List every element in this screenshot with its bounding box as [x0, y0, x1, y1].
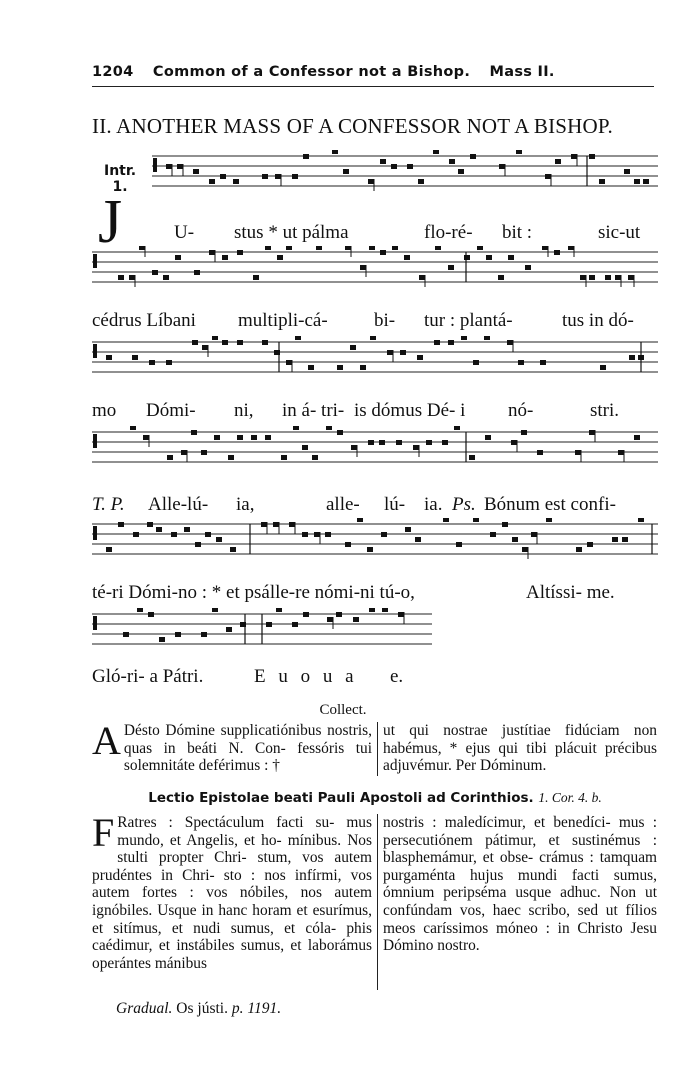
- neume-note: [370, 336, 376, 340]
- neume-note: [618, 450, 624, 455]
- neume-note: [175, 255, 181, 260]
- neume-note: [484, 336, 490, 340]
- neume-note: [490, 532, 496, 537]
- neume-note: [387, 350, 393, 355]
- neume-note: [156, 527, 162, 532]
- neume-note: [486, 255, 492, 260]
- neume-note: [345, 542, 351, 547]
- staff-svg-6: [92, 608, 432, 668]
- neume-note: [448, 265, 454, 270]
- neume-note: [369, 608, 375, 612]
- neume-note: [228, 455, 234, 460]
- lyric-2-3: bi-: [374, 310, 396, 331]
- neume-note: [265, 435, 271, 440]
- neume-note: [292, 622, 298, 627]
- neume-note: [261, 522, 267, 527]
- neume-note: [266, 622, 272, 627]
- neume-note: [336, 612, 342, 617]
- neume-note: [502, 522, 508, 527]
- collect-left-text: Désto Dómine supplicatiónibus nostris, quas in beáti N. Con- fessóris tui solemnitáte deférimus : †: [123, 722, 372, 775]
- neume-note: [147, 522, 153, 527]
- neume-note: [448, 340, 454, 345]
- neume-note: [171, 532, 177, 537]
- lyric-1-2: stus * ut pálma: [234, 222, 349, 243]
- neume-note: [286, 360, 292, 365]
- lyric-3-7: stri.: [590, 400, 620, 421]
- neume-note: [302, 445, 308, 450]
- neume-note: [576, 547, 582, 552]
- neume-note: [222, 340, 228, 345]
- clef-mark: [153, 158, 157, 172]
- neume-note: [163, 275, 169, 280]
- gradual-reference: [116, 1000, 281, 1018]
- clef-mark: [93, 344, 97, 358]
- lyric-5-1: té-ri Dómi-no : * et psálle-re nómi-ni tú-o,: [92, 582, 415, 603]
- neume-note: [537, 450, 543, 455]
- neume-note: [522, 547, 528, 552]
- neume-note: [542, 246, 548, 250]
- neume-note: [303, 154, 309, 159]
- neume-note: [175, 632, 181, 637]
- neume-note: [554, 250, 560, 255]
- neume-note: [485, 435, 491, 440]
- neume-note: [392, 246, 398, 250]
- neume-note: [281, 455, 287, 460]
- neume-note: [253, 275, 259, 280]
- neume-note: [555, 159, 561, 164]
- neume-note: [589, 154, 595, 159]
- neume-note: [622, 537, 628, 542]
- lyric-3-5: is dómus Dé- i: [354, 400, 466, 421]
- gradual-label: Gradual.: [116, 1000, 173, 1017]
- neume-note: [312, 455, 318, 460]
- neume-note: [277, 255, 283, 260]
- neume-note: [262, 174, 268, 179]
- neume-note: [201, 632, 207, 637]
- lectio-heading-text: Lectio Epistolae beati Pauli Apostoli ad Corinthios.: [148, 790, 534, 806]
- staff-svg-5: [92, 518, 658, 578]
- neume-note: [369, 246, 375, 250]
- neume-note: [337, 365, 343, 370]
- neume-note: [289, 522, 295, 527]
- neume-note: [516, 150, 522, 154]
- lyric-4-8: Bónum est confi-: [484, 494, 616, 515]
- page-number: 1204: [92, 64, 134, 80]
- neume-note: [508, 255, 514, 260]
- neume-note: [400, 350, 406, 355]
- neume-note: [643, 179, 649, 184]
- neume-note: [220, 174, 226, 179]
- neume-note: [605, 275, 611, 280]
- running-header: [92, 64, 654, 80]
- neume-note: [262, 340, 268, 345]
- neume-note: [237, 250, 243, 255]
- neume-note: [314, 532, 320, 537]
- lyric-4-5: lú-: [384, 494, 406, 515]
- lyric-1-4: bit :: [502, 222, 533, 243]
- neume-note: [202, 345, 208, 350]
- lyric-4-4: alle-: [326, 494, 360, 515]
- lyric-6-3: e.: [390, 666, 404, 687]
- lectio-initial: F: [92, 810, 115, 855]
- neume-note: [413, 445, 419, 450]
- lyric-3-1: mo: [92, 400, 117, 421]
- neume-note: [419, 275, 425, 280]
- staff-svg-4: [92, 426, 658, 486]
- neume-note: [343, 169, 349, 174]
- introit-number: 1.: [112, 179, 128, 195]
- neume-note: [456, 542, 462, 547]
- header-rule: [92, 86, 654, 87]
- lectio-left-text: Ratres : Spectáculum facti su- mus mundo, et Angelis, et ho- mínibus. Nos stulti propter Chri- stum, vos autem prudéntes in Chri- sto : nos infírmi, vos autem fortes : vos nóbiles, nos autem ignóbiles. Usque in hanc horam et esurímus, et sitímus, et nudi sumus, et cóla- phis caédimur, et instábiles sumus, et laborámus operántes mánibus: [92, 814, 372, 972]
- clef-mark: [93, 526, 97, 540]
- neume-note: [531, 532, 537, 537]
- neume-note: [612, 537, 618, 542]
- neume-note: [132, 355, 138, 360]
- lyric-4-1: T. P.: [92, 494, 125, 515]
- neume-note: [226, 627, 232, 632]
- neume-note: [568, 246, 574, 250]
- neume-note: [367, 547, 373, 552]
- running-title: Common of a Confessor not a Bishop.: [152, 64, 471, 80]
- neume-note: [316, 246, 322, 250]
- neume-note: [404, 255, 410, 260]
- neume-note: [458, 169, 464, 174]
- introit-label-text: Intr.: [104, 163, 137, 179]
- neume-note: [629, 355, 635, 360]
- lyric-4-6: ia.: [424, 494, 443, 515]
- neume-note: [106, 547, 112, 552]
- neume-note: [192, 340, 198, 345]
- neume-note: [587, 542, 593, 547]
- neume-note: [237, 340, 243, 345]
- neume-note: [230, 547, 236, 552]
- lyric-1-1: U-: [174, 222, 195, 243]
- neume-note: [133, 532, 139, 537]
- neume-note: [469, 455, 475, 460]
- neume-note: [634, 435, 640, 440]
- neume-note: [580, 275, 586, 280]
- neume-note: [498, 275, 504, 280]
- neume-note: [222, 255, 228, 260]
- chant-staff-2: [92, 246, 658, 290]
- neume-note: [381, 532, 387, 537]
- neume-note: [351, 445, 357, 450]
- neume-note: [473, 360, 479, 365]
- neume-note: [118, 275, 124, 280]
- neume-note: [600, 365, 606, 370]
- neume-note: [575, 450, 581, 455]
- lectio-column-divider: [377, 814, 378, 990]
- neume-note: [382, 608, 388, 612]
- lyric-3-2: Dómi-: [146, 400, 196, 421]
- neume-note: [286, 246, 292, 250]
- neume-note: [106, 355, 112, 360]
- lyric-2-2: multipli-cá-: [238, 310, 328, 331]
- neume-note: [638, 518, 644, 522]
- neume-note: [525, 265, 531, 270]
- neume-note: [426, 440, 432, 445]
- neume-note: [167, 455, 173, 460]
- staff-svg-2: [92, 246, 658, 306]
- neume-note: [443, 518, 449, 522]
- neume-note: [368, 440, 374, 445]
- neume-note: [302, 532, 308, 537]
- lectio-heading: [92, 790, 658, 806]
- neume-note: [521, 430, 527, 435]
- lyric-3-6: nó-: [508, 400, 534, 421]
- gradual-page-ref: p. 1191.: [231, 1000, 282, 1017]
- neume-note: [237, 435, 243, 440]
- neume-note: [143, 435, 149, 440]
- neume-note: [181, 450, 187, 455]
- neume-note: [357, 518, 363, 522]
- neume-note: [380, 250, 386, 255]
- neume-note: [123, 632, 129, 637]
- neume-note: [273, 522, 279, 527]
- lectio-reference: 1. Cor. 4. b.: [538, 790, 602, 805]
- neume-note: [507, 340, 513, 345]
- neume-note: [214, 435, 220, 440]
- neume-note: [166, 164, 172, 169]
- neume-note: [512, 537, 518, 542]
- neume-note: [195, 542, 201, 547]
- neume-note: [251, 435, 257, 440]
- neume-note: [191, 430, 197, 435]
- chant-staff-1: [152, 150, 658, 194]
- neume-note: [405, 527, 411, 532]
- neume-note: [368, 179, 374, 184]
- neume-note: [398, 612, 404, 617]
- neume-note: [292, 174, 298, 179]
- collect-heading: Collect.: [319, 702, 367, 718]
- neume-note: [435, 246, 441, 250]
- neume-note: [433, 150, 439, 154]
- neume-note: [194, 270, 200, 275]
- neume-note: [118, 522, 124, 527]
- chant-staff-6: [92, 608, 432, 652]
- neume-note: [407, 164, 413, 169]
- chant-staff-4: [92, 426, 658, 470]
- lyric-1-5: sic-ut: [598, 222, 641, 243]
- clef-mark: [93, 434, 97, 448]
- lyric-4-7: Ps.: [452, 494, 476, 515]
- neume-note: [442, 440, 448, 445]
- neume-note: [148, 612, 154, 617]
- neume-note: [327, 617, 333, 622]
- neume-note: [379, 440, 385, 445]
- neume-note: [337, 430, 343, 435]
- neume-note: [546, 518, 552, 522]
- staff-svg-3: [92, 336, 658, 396]
- neume-note: [540, 360, 546, 365]
- collect-left-column: [92, 718, 372, 775]
- neume-note: [624, 169, 630, 174]
- chant-staff-5: [92, 518, 658, 562]
- neume-note: [477, 246, 483, 250]
- neume-note: [418, 179, 424, 184]
- neume-note: [166, 360, 172, 365]
- neume-note: [511, 440, 517, 445]
- neume-note: [216, 537, 222, 542]
- neume-note: [589, 430, 595, 435]
- neume-note: [193, 169, 199, 174]
- neume-note: [149, 360, 155, 365]
- neume-note: [353, 617, 359, 622]
- clef-mark: [93, 616, 97, 630]
- neume-note: [518, 360, 524, 365]
- neume-note: [209, 179, 215, 184]
- neume-note: [589, 275, 595, 280]
- neume-note: [184, 527, 190, 532]
- staff-svg-1: [152, 150, 658, 210]
- neume-note: [326, 426, 332, 430]
- neume-note: [308, 365, 314, 370]
- collect-initial: A: [92, 718, 121, 763]
- neume-note: [464, 255, 470, 260]
- neume-note: [159, 637, 165, 642]
- lyric-2-4: tur : plantá-: [424, 310, 513, 331]
- lyric-2-5: tus in dó-: [562, 310, 634, 331]
- page-title: II. ANOTHER MASS OF A CONFESSOR NOT A BISHOP.: [92, 114, 613, 138]
- lyric-2-1: cédrus Líbani: [92, 310, 196, 331]
- neume-note: [571, 154, 577, 159]
- neume-note: [599, 179, 605, 184]
- neume-note: [332, 150, 338, 154]
- neume-note: [212, 608, 218, 612]
- neume-note: [233, 179, 239, 184]
- neume-note: [209, 250, 215, 255]
- neume-note: [152, 270, 158, 275]
- neume-note: [454, 426, 460, 430]
- neume-note: [545, 174, 551, 179]
- gradual-text: Os jústi.: [176, 1000, 228, 1017]
- lyric-6-2: E u o u a: [254, 666, 358, 687]
- neume-note: [212, 336, 218, 340]
- collect-right-column: [383, 722, 657, 775]
- neume-note: [303, 612, 309, 617]
- neume-note: [396, 440, 402, 445]
- neume-note: [499, 164, 505, 169]
- neume-note: [293, 426, 299, 430]
- lectio-right-column: [383, 814, 657, 955]
- collect-column-divider: [377, 722, 378, 776]
- neume-note: [276, 608, 282, 612]
- neume-note: [473, 518, 479, 522]
- neume-note: [470, 154, 476, 159]
- neume-note: [461, 336, 467, 340]
- neume-note: [628, 275, 634, 280]
- neume-note: [129, 275, 135, 280]
- neume-note: [417, 355, 423, 360]
- neume-note: [380, 159, 386, 164]
- neume-note: [130, 426, 136, 430]
- neume-note: [177, 164, 183, 169]
- introit-initial: J: [98, 188, 123, 256]
- neume-note: [415, 537, 421, 542]
- neume-note: [137, 608, 143, 612]
- lyric-3-4: in á- tri-: [282, 400, 345, 421]
- chant-staff-3: [92, 336, 658, 380]
- neume-note: [350, 345, 356, 350]
- neume-note: [139, 246, 145, 250]
- collect-right-text: ut qui nostrae justítiae fidúciam non habémus, * ejus qui tibi plácuit précibus adjuvémur. Per Dóminum.: [383, 722, 657, 775]
- lectio-left-column: [92, 810, 372, 972]
- mass-label: Mass II.: [489, 64, 555, 80]
- neume-note: [360, 265, 366, 270]
- lyric-4-2: Alle-lú-: [148, 494, 209, 515]
- neume-note: [434, 340, 440, 345]
- neume-note: [205, 532, 211, 537]
- neume-note: [634, 179, 640, 184]
- neume-note: [295, 336, 301, 340]
- neume-note: [201, 450, 207, 455]
- lyric-3-3: ni,: [234, 400, 254, 421]
- lyric-6-1: Gló-ri- a Pátri.: [92, 666, 204, 687]
- lyric-5-2: Altíssi- me.: [526, 582, 615, 603]
- neume-note: [391, 164, 397, 169]
- clef-mark: [93, 254, 97, 268]
- neume-note: [449, 159, 455, 164]
- neume-note: [325, 532, 331, 537]
- lectio-right-text: nostris : maledícimur, et benedíci- mus : persecutiónem pátimur, et sustinémus : blasphemámur, et obse- crámus : tamquam purgaménta hujus mundi facti sumus, ómnium peripséma usque adhuc. Non ut confúndam vos, haec scribo, sed ut fílios meos caríssimos móneo : in Christo Jesu Dómino nostro.: [383, 814, 657, 955]
- neume-note: [265, 246, 271, 250]
- neume-note: [275, 174, 281, 179]
- lyric-4-3: ia,: [236, 494, 255, 515]
- neume-note: [360, 365, 366, 370]
- lyric-1-3: flo-ré-: [424, 222, 473, 243]
- neume-note: [345, 246, 351, 250]
- neume-note: [615, 275, 621, 280]
